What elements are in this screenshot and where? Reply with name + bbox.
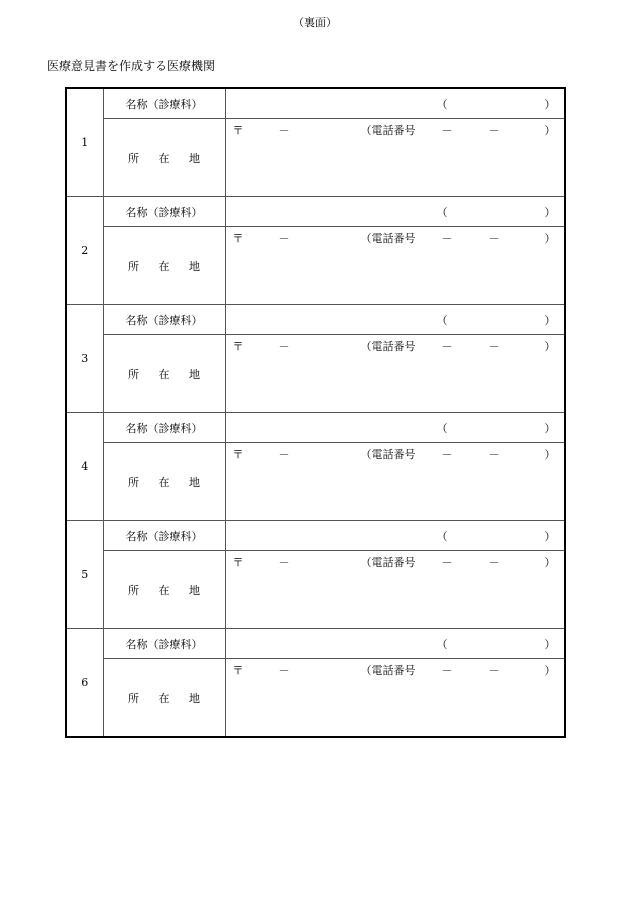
address-label-cell (103, 443, 225, 521)
address-label-cell (103, 119, 225, 197)
name-label-cell (103, 305, 225, 335)
address-label-char: 所 (128, 691, 139, 705)
phone-dash-1: － (441, 124, 453, 137)
institution-address-row (66, 335, 565, 413)
name-label-cell (103, 629, 225, 659)
postal-mark: 〒 (232, 664, 244, 677)
phone-label: （電話番号 (360, 232, 416, 245)
name-label: 名称（診療科） (125, 205, 203, 219)
row-number: 6 (81, 676, 89, 689)
name-label-cell (103, 413, 225, 443)
postal-mark: 〒 (232, 232, 244, 245)
address-label-char: 地 (189, 583, 200, 597)
department-open-paren: （ (436, 98, 448, 111)
name-label: 名称（診療科） (125, 421, 203, 435)
department-open-paren: （ (436, 530, 448, 543)
address-label-cell (103, 227, 225, 305)
department-open-paren: （ (436, 314, 448, 327)
postal-dash: － (278, 124, 290, 137)
institution-table (65, 87, 566, 738)
phone-label: （電話番号 (360, 448, 416, 461)
name-field[interactable] (225, 305, 565, 335)
institution-name-row (66, 413, 565, 443)
institution-address-row (66, 551, 565, 629)
address-label-char: 地 (189, 691, 200, 705)
institution-name-row (66, 629, 565, 659)
phone-close-paren: ） (544, 340, 556, 353)
name-field[interactable] (225, 413, 565, 443)
row-number: 4 (81, 460, 89, 473)
phone-close-paren: ） (544, 232, 556, 245)
page-side-label: （裏面） (293, 16, 337, 29)
phone-dash-1: － (441, 232, 453, 245)
name-label: 名称（診療科） (125, 313, 203, 327)
postal-dash: － (278, 340, 290, 353)
address-label-cell (103, 335, 225, 413)
name-label: 名称（診療科） (125, 529, 203, 543)
address-label-cell (103, 659, 225, 738)
address-label-char: 地 (189, 475, 200, 489)
name-label-cell (103, 197, 225, 227)
address-field[interactable] (225, 659, 565, 738)
department-close-paren: ） (544, 638, 556, 651)
department-open-paren: （ (436, 422, 448, 435)
phone-close-paren: ） (544, 448, 556, 461)
name-field[interactable] (225, 197, 565, 227)
phone-dash-1: － (441, 556, 453, 569)
department-close-paren: ） (544, 530, 556, 543)
address-label-char: 所 (128, 475, 139, 489)
name-field[interactable] (225, 88, 565, 119)
department-close-paren: ） (544, 422, 556, 435)
postal-dash: － (278, 664, 290, 677)
postal-dash: － (278, 556, 290, 569)
address-label-char: 在 (158, 259, 170, 273)
postal-mark: 〒 (232, 124, 244, 137)
address-label-char: 在 (158, 475, 170, 489)
institution-address-row (66, 227, 565, 305)
phone-close-paren: ） (544, 124, 556, 137)
postal-dash: － (278, 232, 290, 245)
phone-dash-2: － (488, 448, 500, 461)
postal-dash: － (278, 448, 290, 461)
address-label-char: 在 (158, 583, 170, 597)
postal-mark: 〒 (232, 556, 244, 569)
address-label-char: 在 (158, 151, 170, 165)
institution-address-row (66, 443, 565, 521)
address-label-char: 在 (158, 691, 170, 705)
institution-address-row (66, 659, 565, 738)
institution-number (66, 629, 103, 738)
address-label-char: 所 (128, 583, 139, 597)
institution-name-row (66, 197, 565, 227)
name-field[interactable] (225, 521, 565, 551)
address-label-char: 所 (128, 367, 139, 381)
institution-number (66, 521, 103, 629)
institution-name-row (66, 88, 565, 119)
phone-label: （電話番号 (360, 664, 416, 677)
institution-number (66, 197, 103, 305)
department-close-paren: ） (544, 98, 556, 111)
phone-dash-2: － (488, 232, 500, 245)
department-open-paren: （ (436, 206, 448, 219)
phone-label: （電話番号 (360, 340, 416, 353)
address-label-char: 在 (158, 367, 170, 381)
address-label-char: 地 (189, 259, 200, 273)
postal-mark: 〒 (232, 340, 244, 353)
institution-name-row (66, 521, 565, 551)
phone-dash-1: － (441, 448, 453, 461)
row-number: 5 (81, 568, 89, 581)
institution-number (66, 88, 103, 197)
phone-dash-1: － (441, 340, 453, 353)
department-close-paren: ） (544, 206, 556, 219)
phone-dash-2: － (488, 664, 500, 677)
department-close-paren: ） (544, 314, 556, 327)
institution-number (66, 413, 103, 521)
institution-number (66, 305, 103, 413)
phone-label: （電話番号 (360, 124, 416, 137)
address-field[interactable] (225, 227, 565, 305)
phone-dash-2: － (488, 340, 500, 353)
phone-close-paren: ） (544, 664, 556, 677)
name-label: 名称（診療科） (125, 97, 203, 111)
institution-name-row (66, 305, 565, 335)
row-number: 3 (81, 352, 89, 365)
name-label: 名称（診療科） (125, 637, 203, 651)
name-field[interactable] (225, 629, 565, 659)
address-field[interactable] (225, 551, 565, 629)
address-label-char: 地 (189, 367, 200, 381)
address-field[interactable] (225, 119, 565, 197)
address-field[interactable] (225, 335, 565, 413)
row-number: 1 (81, 136, 89, 149)
phone-close-paren: ） (544, 556, 556, 569)
address-label-char: 所 (128, 151, 139, 165)
name-label-cell (103, 88, 225, 119)
name-label-cell (103, 521, 225, 551)
institution-address-row (66, 119, 565, 197)
row-number: 2 (81, 244, 89, 257)
section-title: 医療意見書を作成する医療機関 (47, 59, 216, 73)
postal-mark: 〒 (232, 448, 244, 461)
address-label-cell (103, 551, 225, 629)
address-label-char: 所 (128, 259, 139, 273)
department-open-paren: （ (436, 638, 448, 651)
phone-dash-2: － (488, 124, 500, 137)
address-field[interactable] (225, 443, 565, 521)
phone-dash-1: － (441, 664, 453, 677)
phone-dash-2: － (488, 556, 500, 569)
address-label-char: 地 (189, 151, 200, 165)
phone-label: （電話番号 (360, 556, 416, 569)
